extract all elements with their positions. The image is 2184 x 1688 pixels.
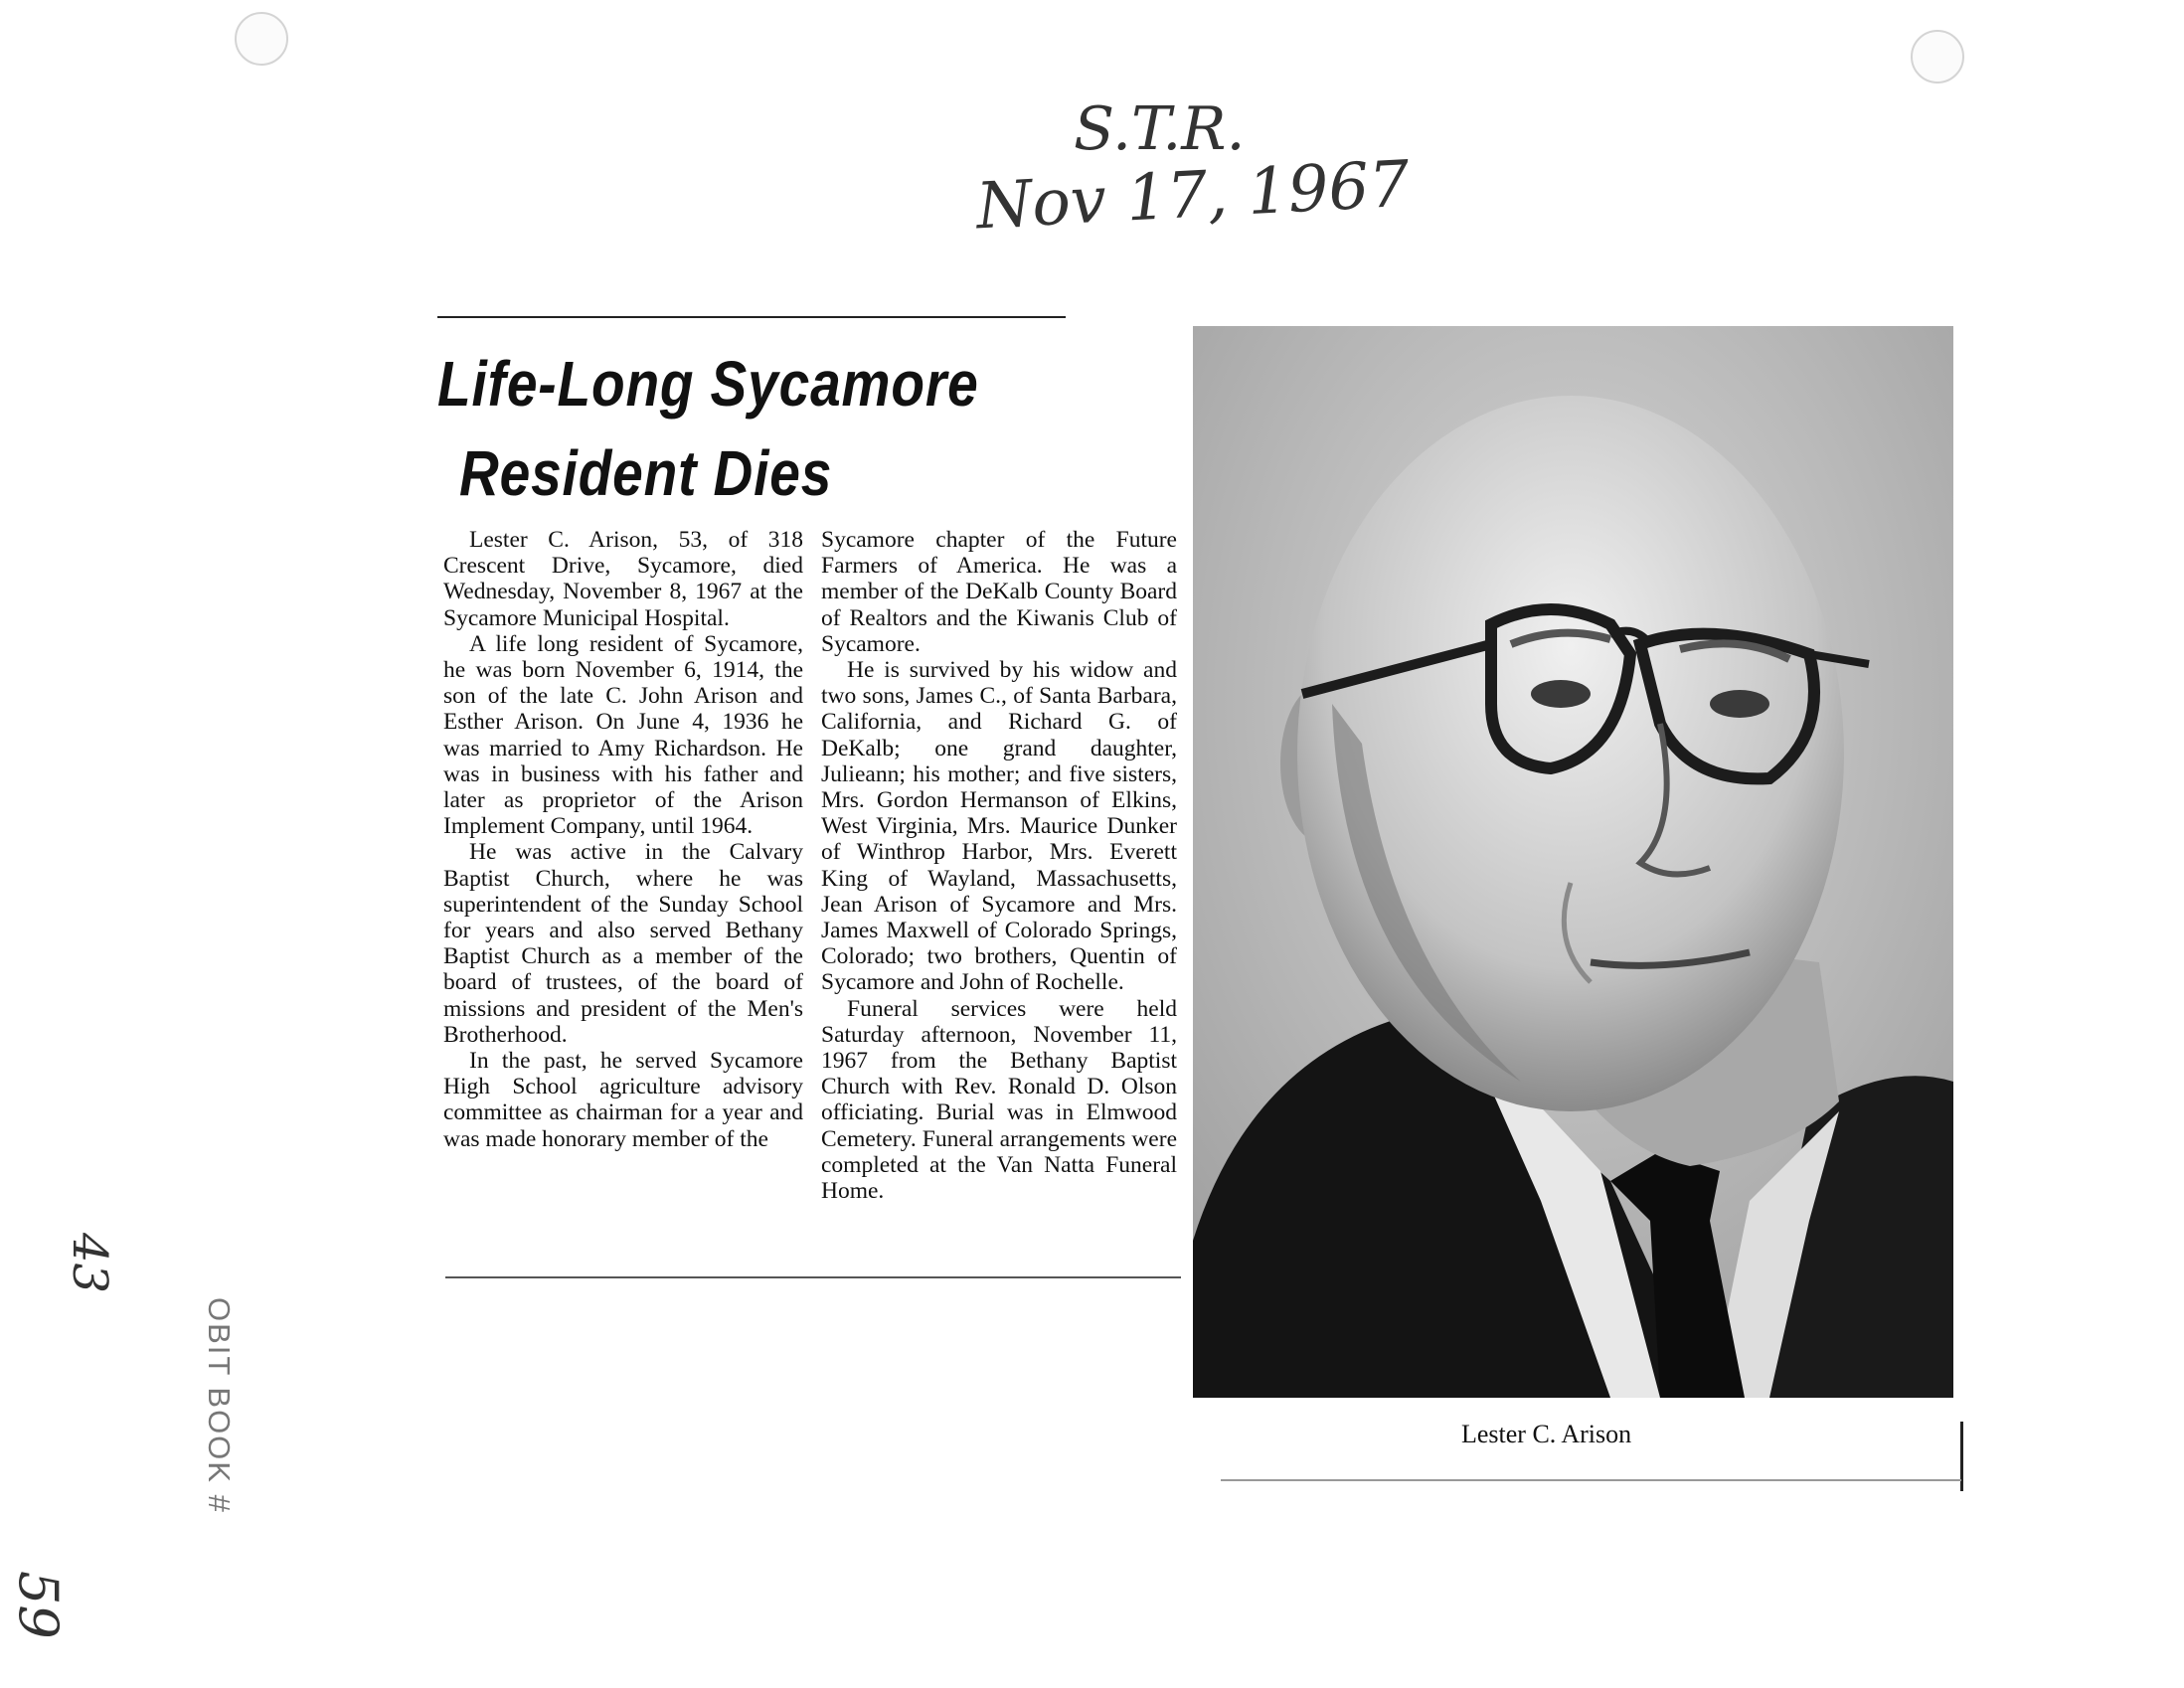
punch-hole-top-right	[1911, 30, 1964, 84]
source-annotation: S.T.R.	[1074, 94, 1246, 164]
date-annotation: Nov 17, 1967	[974, 147, 1412, 245]
portrait-photo	[1193, 326, 1953, 1398]
portrait-illustration	[1193, 326, 1953, 1398]
punch-hole-top-left	[235, 12, 288, 66]
article-top-rule	[437, 316, 1066, 318]
photo-caption: Lester C. Arison	[1461, 1420, 1632, 1448]
paragraph: In the past, he served Sycamore High School agriculture advisory committee as chairman for a year and was made honorary member of the	[443, 1048, 803, 1152]
paragraph: Lester C. Arison, 53, of 318 Crescent Drive, Sycamore, died Wednesday, November 8, 1967 at the Sycamore Municipal Hospital.	[443, 527, 803, 631]
article-bottom-rule	[445, 1276, 1181, 1278]
headline-line-2: Resident Dies	[459, 437, 833, 509]
paragraph: He is survived by his widow and two sons, James C., of Santa Barbara, California, and Richard G. of DeKalb; one grand daughter, Julieann; his mother; and five sisters, Mrs. Gordon Hermanson of Elkins, West Virginia, Mrs. Maurice Dunker of Winthrop Harbor, Mrs. Everett King of Wayland, Massachusetts, Jean Arison of Sycamore and Mrs. James Maxwell of Colorado Springs, Colorado; two brothers, Quentin of Sycamore and John of Rochelle.	[821, 657, 1177, 996]
photo-frame-bottom	[1221, 1479, 1961, 1481]
obit-book-number: 43	[62, 1233, 117, 1294]
paragraph: A life long resident of Sycamore, he was born November 6, 1914, the son of the late C. John Arison and Esther Arison. On June 4, 1936 he was married to Amy Richardson. He was in business with his father and later as proprietor of the Arison Implement Company, until 1964.	[443, 630, 803, 840]
obit-book-stamp	[201, 1297, 237, 1514]
paragraph: Funeral services were held Saturday afternoon, November 11, 1967 from the Bethany Baptist Church with Rev. Ronald D. Olson officiating. Burial was in Elmwood Cemetery. Funeral arrangements were completed at the Van Natta Funeral Home.	[821, 995, 1177, 1205]
article-column-1	[443, 527, 803, 1152]
paragraph: Sycamore chapter of the Future Farmers of America. He was a member of the DeKalb County Board of Realtors and the Kiwanis Club of Sycamore.	[821, 527, 1177, 657]
headline-line-1: Life-Long Sycamore	[437, 348, 979, 420]
page-number: 59	[7, 1571, 70, 1639]
obit-book-label: OBIT BOOK #	[202, 1297, 237, 1514]
paragraph: He was active in the Calvary Baptist Church, where he was superintendent of the Sunday School for years and also served Bethany Baptist Church as a member of the board of trustees, of the board of missions and president of the Men's Brotherhood.	[443, 839, 803, 1048]
article-column-2	[821, 527, 1177, 1204]
